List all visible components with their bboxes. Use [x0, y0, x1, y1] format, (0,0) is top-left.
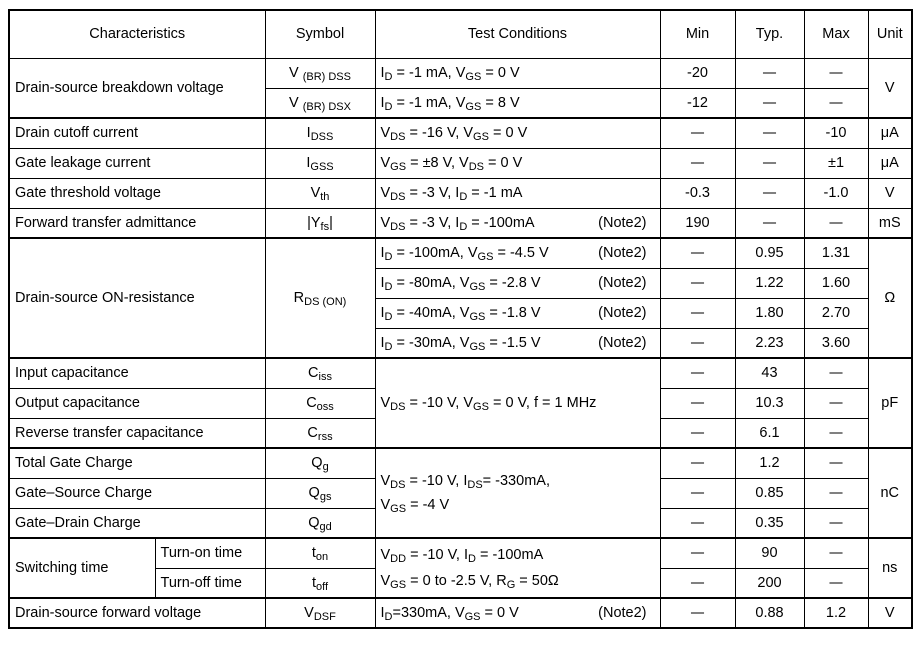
value-min: — [660, 508, 735, 538]
value-min: — [660, 268, 735, 298]
value-typ: 6.1 [735, 418, 804, 448]
test-condition: $V_{GS} = \pm 8$ V, $V_{DS} = 0$ V [375, 148, 660, 178]
table-row [9, 598, 912, 628]
value-typ: — [735, 148, 804, 178]
test-condition: $V_{DS} = -10$ V, $I_{DS}= -330mA$, $V_{GS} = -4$ V [375, 448, 660, 538]
header-symbol: Symbol [265, 10, 375, 58]
header-row [9, 10, 912, 58]
table-row [9, 358, 912, 388]
value-max: -10 [804, 118, 868, 148]
value-min: -20 [660, 58, 735, 88]
param-name: Output capacitance [9, 388, 265, 418]
header-unit: Unit [868, 10, 912, 58]
param-symbol: $V_{th}$ [265, 178, 375, 208]
value-max: — [804, 88, 868, 118]
param-name: Gate leakage current [9, 148, 265, 178]
test-condition: $I_D = -100mA$, $V_{GS} = -4.5$ V (Note2) [375, 238, 660, 268]
param-symbol: $V_{DSF}$ [265, 598, 375, 628]
value-typ: 0.88 [735, 598, 804, 628]
param-symbol: $C_{rss}$ [265, 418, 375, 448]
param-unit: Ω [868, 238, 912, 358]
value-typ: — [735, 118, 804, 148]
value-typ: 1.80 [735, 298, 804, 328]
header-min: Min [660, 10, 735, 58]
value-max: 3.60 [804, 328, 868, 358]
value-max: — [804, 358, 868, 388]
param-symbol: $I_{GSS}$ [265, 148, 375, 178]
param-symbol: $R_{DS (ON)}$ [265, 238, 375, 358]
value-max: 1.31 [804, 238, 868, 268]
param-name: Switching time [9, 538, 155, 598]
value-min: — [660, 148, 735, 178]
table-row [9, 238, 912, 268]
param-symbol: $Q_{gd}$ [265, 508, 375, 538]
value-min: 190 [660, 208, 735, 238]
param-symbol: $t_{on}$ [265, 538, 375, 568]
value-max: 1.2 [804, 598, 868, 628]
value-max: -1.0 [804, 178, 868, 208]
value-typ: 1.22 [735, 268, 804, 298]
test-condition: $I_D = -1$ mA, $V_{GS} = 8$ V [375, 88, 660, 118]
table-row [9, 538, 912, 568]
value-typ: 200 [735, 568, 804, 598]
param-subname: Turn-on time [155, 538, 265, 568]
header-test-conditions: Test Conditions [375, 10, 660, 58]
value-typ: 2.23 [735, 328, 804, 358]
param-unit: ns [868, 538, 912, 598]
param-symbol: $Q_g$ [265, 448, 375, 478]
value-max: 1.60 [804, 268, 868, 298]
value-typ: 43 [735, 358, 804, 388]
param-symbol: $C_{iss}$ [265, 358, 375, 388]
test-condition: $V_{DS} = -3$ V, $I_D = -100mA$ (Note2) [375, 208, 660, 238]
param-unit: μA [868, 148, 912, 178]
value-min: — [660, 118, 735, 148]
value-typ: — [735, 58, 804, 88]
test-condition: $I_D = -30mA$, $V_{GS} = -1.5$ V (Note2) [375, 328, 660, 358]
value-max: — [804, 508, 868, 538]
value-typ: 10.3 [735, 388, 804, 418]
value-min: -12 [660, 88, 735, 118]
value-max: — [804, 418, 868, 448]
value-typ: 0.35 [735, 508, 804, 538]
param-name: Drain-source forward voltage [9, 598, 265, 628]
header-max: Max [804, 10, 868, 58]
header-typ: Typ. [735, 10, 804, 58]
table-row [9, 178, 912, 208]
value-max: 2.70 [804, 298, 868, 328]
param-name: Gate threshold voltage [9, 178, 265, 208]
param-name: Input capacitance [9, 358, 265, 388]
param-name: Forward transfer admittance [9, 208, 265, 238]
param-unit: μA [868, 118, 912, 148]
test-condition: $I_D = -40mA$, $V_{GS} = -1.8$ V (Note2) [375, 298, 660, 328]
note-label: (Note2) [598, 245, 647, 262]
test-condition: $V_{DS} = -3$ V, $I_D = -1$ mA [375, 178, 660, 208]
value-min: — [660, 328, 735, 358]
test-condition: $V_{DS} = -10$ V, $V_{GS} = 0$ V, f = 1 MHz [375, 358, 660, 448]
header-characteristics: Characteristics [9, 10, 265, 58]
param-symbol: $C_{oss}$ [265, 388, 375, 418]
value-typ: 1.2 [735, 448, 804, 478]
param-name: Gate–Source Charge [9, 478, 265, 508]
value-min: — [660, 538, 735, 568]
test-condition: $I_D = -80mA$, $V_{GS} = -2.8$ V (Note2) [375, 268, 660, 298]
param-name: Total Gate Charge [9, 448, 265, 478]
value-max: — [804, 208, 868, 238]
note-label: (Note2) [598, 214, 647, 231]
value-typ: 0.85 [735, 478, 804, 508]
param-unit: V [868, 178, 912, 208]
param-name: Reverse transfer capacitance [9, 418, 265, 448]
param-unit: V [868, 58, 912, 118]
value-max: — [804, 478, 868, 508]
param-unit: pF [868, 358, 912, 448]
value-typ: — [735, 88, 804, 118]
value-typ: 0.95 [735, 238, 804, 268]
value-max: — [804, 568, 868, 598]
table-row [9, 148, 912, 178]
note-label: (Note2) [598, 334, 647, 351]
param-name: Drain-source ON-resistance [9, 238, 265, 358]
note-label: (Note2) [598, 305, 647, 321]
table-row [9, 118, 912, 148]
test-condition: $V_{DD} = -10$ V, $I_D = -100mA$ $V_{GS} = 0$ to -2.5 V, $R_G = 50\Omega$ [375, 538, 660, 598]
test-condition: $I_D = -1$ mA, $V_{GS} = 0$ V [375, 58, 660, 88]
value-max: ±1 [804, 148, 868, 178]
value-typ: — [735, 208, 804, 238]
param-name: Drain cutoff current [9, 118, 265, 148]
test-condition: $I_D=330mA$, $V_{GS} = 0$ V (Note2) [375, 598, 660, 628]
value-max: — [804, 58, 868, 88]
param-symbol: $Q_{gs}$ [265, 478, 375, 508]
value-min: -0.3 [660, 178, 735, 208]
value-max: — [804, 388, 868, 418]
table-row [9, 58, 912, 88]
value-min: — [660, 388, 735, 418]
value-min: — [660, 598, 735, 628]
value-min: — [660, 238, 735, 268]
param-name: Drain-source breakdown voltage [9, 58, 265, 118]
value-min: — [660, 478, 735, 508]
value-min: — [660, 358, 735, 388]
param-symbol: V $_{(BR) DSX}$ [265, 88, 375, 118]
value-typ: — [735, 178, 804, 208]
table-row [9, 448, 912, 478]
value-max: — [804, 448, 868, 478]
value-min: — [660, 568, 735, 598]
param-symbol: V $_{(BR) DSS}$ [265, 58, 375, 88]
param-symbol: $|Y_{fs}|$ [265, 208, 375, 238]
param-unit: V [868, 598, 912, 628]
note-label: (Note2) [598, 275, 647, 291]
spec-table [8, 9, 913, 629]
value-typ: 90 [735, 538, 804, 568]
table-row [9, 208, 912, 238]
value-min: — [660, 418, 735, 448]
value-min: — [660, 448, 735, 478]
note-label: (Note2) [598, 605, 647, 621]
value-min: — [660, 298, 735, 328]
param-subname: Turn-off time [155, 568, 265, 598]
value-max: — [804, 538, 868, 568]
param-symbol: $I_{DSS}$ [265, 118, 375, 148]
param-symbol: $t_{off}$ [265, 568, 375, 598]
param-name: Gate–Drain Charge [9, 508, 265, 538]
test-condition: $V_{DS} = -16$ V, $V_{GS} = 0$ V [375, 118, 660, 148]
param-unit: nC [868, 448, 912, 538]
param-unit: mS [868, 208, 912, 238]
